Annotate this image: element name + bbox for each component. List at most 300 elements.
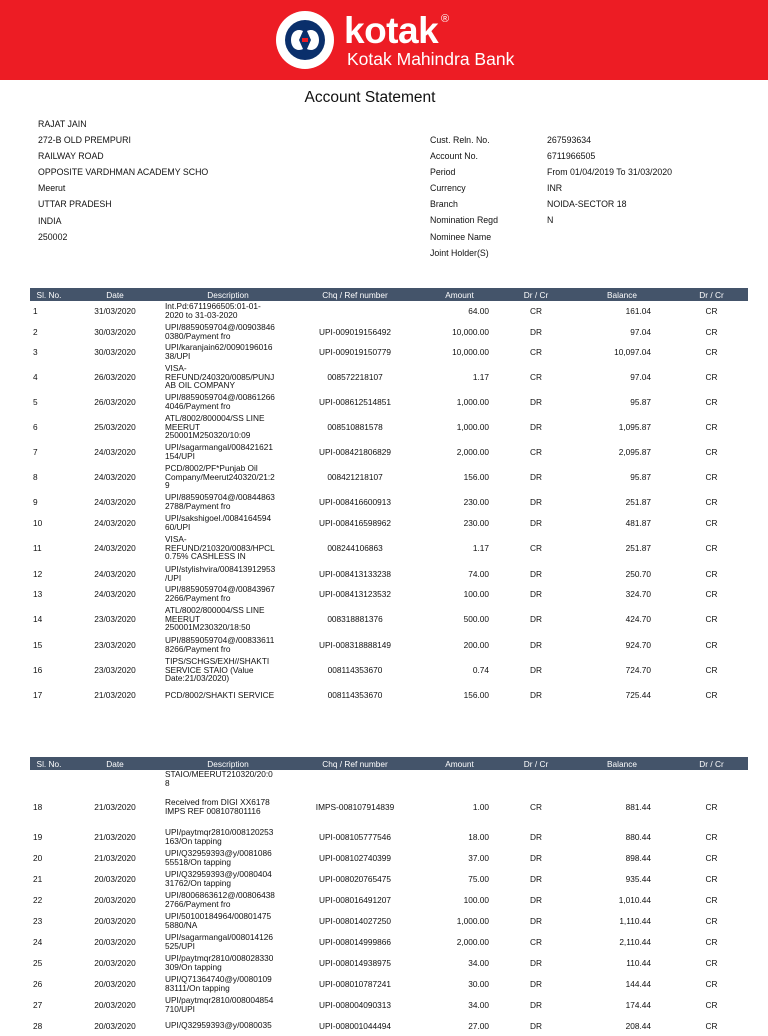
customer-address-line: 272-B OLD PREMPURI <box>38 135 131 146</box>
date-cell: 20/03/2020 <box>94 873 136 884</box>
col-amount: Amount <box>416 288 503 301</box>
amount-cell: 10,000.00 <box>452 326 489 337</box>
description-cell: TIPS/SCHGS/EXH//SHAKTI SERVICE STAIO (Value Date:21/03/2020) <box>165 655 270 684</box>
table-row <box>30 584 748 604</box>
balance-dr-cr-cell: CR <box>705 831 718 842</box>
date-cell: 23/03/2020 <box>94 639 136 650</box>
balance-dr-cr-cell: CR <box>705 497 718 507</box>
balance-dr-cr-cell: CR <box>705 665 718 675</box>
ref-number-cell: 008572218107 <box>327 372 383 382</box>
amount-cell: 30.00 <box>468 978 489 989</box>
date-cell: 24/03/2020 <box>94 447 136 457</box>
balance-cell: 881.44 <box>625 802 651 812</box>
description-cell: VISA- REFUND/240320/0085/PUNJ AB OIL COMPANY <box>165 362 275 391</box>
sl-no-cell: 6 <box>33 422 38 432</box>
balance-dr-cr-cell: CR <box>705 543 718 553</box>
ref-number-cell: UPI-008004090313 <box>319 999 391 1010</box>
table-row <box>30 910 748 931</box>
description-cell: UPI/Q32959393@y/0081086 55518/On tapping <box>165 847 272 867</box>
account-info-row <box>430 245 672 261</box>
amount-cell: 1,000.00 <box>456 915 489 926</box>
balance-cell: 10,097.04 <box>614 347 651 357</box>
amount-cell: 2,000.00 <box>456 936 489 947</box>
sl-no-cell: 18 <box>33 802 43 812</box>
ref-number-cell: 008510881578 <box>327 422 383 432</box>
ref-number-cell: UPI-008014938975 <box>319 957 391 968</box>
table-row <box>30 604 748 634</box>
date-cell: 24/03/2020 <box>94 543 136 553</box>
sl-no-cell: 28 <box>33 1020 43 1031</box>
amount-cell: 18.00 <box>468 831 489 842</box>
dr-cr-cell <box>503 770 569 788</box>
description-cell: ATL/8002/800004/SS LINE MEERUT 250001M250320/10:09 <box>165 412 265 441</box>
kotak-logo-icon <box>285 20 325 60</box>
date-cell: 21/03/2020 <box>94 831 136 842</box>
balance-dr-cr-cell: CR <box>705 802 718 812</box>
amount-cell: 200.00 <box>463 639 489 650</box>
balance-cell: 161.04 <box>625 306 651 316</box>
amount-cell: 500.00 <box>463 614 489 624</box>
description-cell: UPI/paytmqr2810/008004854 710/UPI <box>165 994 274 1014</box>
account-info-label: Joint Holder(S) <box>430 247 489 258</box>
description-cell: UPI/Q32959393@y/0080035 <box>165 1020 272 1031</box>
dr-cr-cell: DR <box>530 915 542 926</box>
account-info-row <box>430 148 672 164</box>
dr-cr-cell: DR <box>530 497 542 507</box>
account-info-value: N <box>547 215 554 226</box>
sl-no-cell: 21 <box>33 873 43 884</box>
customer-address-line: RAILWAY ROAD <box>38 151 104 162</box>
dr-cr-cell: DR <box>530 894 542 905</box>
account-info-label: Cust. Reln. No. <box>430 135 490 145</box>
ref-number-cell <box>294 770 416 788</box>
ref-number-cell: UPI-008421806829 <box>319 447 391 457</box>
sl-no-cell: 19 <box>33 831 43 842</box>
dr-cr-cell: CR <box>530 347 542 357</box>
ref-number-cell <box>294 301 416 321</box>
bank-header <box>0 0 768 80</box>
col-description: Description <box>162 288 294 301</box>
date-cell: 24/03/2020 <box>94 472 136 482</box>
table-row <box>30 931 748 952</box>
dr-cr-cell: DR <box>530 957 542 968</box>
sl-no-cell: 14 <box>33 614 43 624</box>
sl-no-cell: 2 <box>33 326 38 337</box>
table-row <box>30 321 748 342</box>
ref-number-cell: 008114353670 <box>327 690 383 700</box>
customer-address-line: UTTAR PRADESH <box>38 199 112 210</box>
dr-cr-cell: CR <box>530 372 542 382</box>
table-header-row <box>30 757 748 770</box>
col-amount: Amount <box>416 757 503 770</box>
ref-number-cell: UPI-008413133238 <box>319 568 391 579</box>
account-info-value: NOIDA-SECTOR 18 <box>547 199 627 210</box>
dr-cr-cell: DR <box>530 639 542 650</box>
date-cell: 24/03/2020 <box>94 568 136 579</box>
table-row <box>30 868 748 889</box>
customer-address-line: INDIA <box>38 215 62 226</box>
balance-cell: 424.70 <box>625 614 651 624</box>
dr-cr-cell: DR <box>530 873 542 884</box>
description-cell: PCD/8002/PF*Punjab Oil Company/Meerut240320/21:2 9 <box>165 462 275 491</box>
balance-dr-cr-cell: CR <box>705 614 718 624</box>
table-row <box>30 342 748 362</box>
col-date: Date <box>68 757 162 770</box>
balance-cell: 1,095.87 <box>618 422 651 432</box>
balance-cell: 481.87 <box>625 517 651 528</box>
amount-cell: 156.00 <box>463 472 489 482</box>
customer-address-line: Meerut <box>38 183 66 194</box>
description-cell: UPI/8859059704@/00861266 4046/Payment fro <box>165 392 275 411</box>
date-cell: 20/03/2020 <box>94 894 136 905</box>
dr-cr-cell: CR <box>530 802 542 812</box>
balance-dr-cr-cell: CR <box>705 978 718 989</box>
brand-full-name: Kotak Mahindra Bank <box>347 49 515 69</box>
amount-cell <box>416 770 503 788</box>
description-cell: UPI/paytmqr2810/008028330 309/On tapping <box>165 952 274 972</box>
balance-cell: 324.70 <box>625 589 651 599</box>
amount-cell: 1,000.00 <box>456 422 489 432</box>
amount-cell: 230.00 <box>463 497 489 507</box>
amount-cell: 100.00 <box>463 894 489 905</box>
col-ref-number: Chq / Ref number <box>294 757 416 770</box>
sl-no-cell: 9 <box>33 497 38 507</box>
description-cell: UPI/sagarmangal/008014126 525/UPI <box>165 931 273 951</box>
dr-cr-cell: DR <box>530 690 542 700</box>
sl-no-cell: 1 <box>33 306 38 316</box>
table-row <box>30 563 748 584</box>
col-balance: Balance <box>569 757 675 770</box>
sl-no-cell: 13 <box>33 589 43 599</box>
description-cell: UPI/karanjain62/0090196016 38/UPI <box>165 342 273 361</box>
customer-address-line: RAJAT JAIN <box>38 119 87 129</box>
sl-no-cell: 8 <box>33 472 38 482</box>
table-row <box>30 362 748 392</box>
sl-no-cell: 16 <box>33 665 43 675</box>
balance-dr-cr-cell: CR <box>705 936 718 947</box>
description-cell: Received from DIGI XX6178 IMPS REF 008107801116 <box>165 797 270 816</box>
account-info-label: Nomination Regd <box>430 215 498 226</box>
balance-cell: 110.44 <box>626 957 651 968</box>
balance-cell: 208.44 <box>625 1020 651 1031</box>
table-row <box>30 847 748 868</box>
ref-number-cell: UPI-008010787241 <box>319 978 391 989</box>
ref-number-cell: UPI-009019156492 <box>319 326 391 337</box>
ref-number-cell: UPI-008413123532 <box>319 589 391 599</box>
dr-cr-cell: DR <box>530 978 542 989</box>
table-row <box>30 826 748 847</box>
date-cell: 31/03/2020 <box>94 306 136 316</box>
amount-cell: 27.00 <box>468 1020 489 1031</box>
sl-no-cell: 27 <box>33 999 43 1010</box>
brand-registered-mark: ® <box>441 13 450 25</box>
amount-cell: 156.00 <box>463 690 489 700</box>
table-row <box>30 533 748 563</box>
balance-dr-cr-cell: CR <box>705 639 718 650</box>
balance-cell: 95.87 <box>630 397 651 407</box>
balance-cell: 97.04 <box>630 372 651 382</box>
customer-address <box>38 116 208 245</box>
dr-cr-cell: DR <box>530 852 542 863</box>
balance-dr-cr-cell: CR <box>705 589 718 599</box>
description-cell: UPI/paytmqr2810/008120253 163/On tapping <box>165 826 274 846</box>
table-row <box>30 492 748 512</box>
dr-cr-cell: DR <box>530 397 542 407</box>
balance-dr-cr-cell: CR <box>705 999 718 1010</box>
date-cell: 20/03/2020 <box>94 957 136 968</box>
table-row <box>30 512 748 533</box>
ref-number-cell: UPI-008105777546 <box>319 831 391 842</box>
balance-cell: 2,095.87 <box>618 447 651 457</box>
balance-dr-cr-cell: CR <box>705 326 718 337</box>
account-info-label: Nominee Name <box>430 231 492 242</box>
col-description: Description <box>162 757 294 770</box>
col-balance-dr-cr: Dr / Cr <box>675 757 748 770</box>
table-row <box>30 442 748 462</box>
balance-cell: 251.87 <box>625 543 651 553</box>
ref-number-cell: UPI-008318888149 <box>319 639 391 650</box>
date-cell: 20/03/2020 <box>94 1020 136 1031</box>
date-cell: 20/03/2020 <box>94 915 136 926</box>
description-cell: VISA- REFUND/210320/0083/HPCL 0.75% CASHLESS IN <box>165 533 275 562</box>
balance-cell: 880.44 <box>625 831 651 842</box>
description-cell: UPI/Q32959393@y/0080404 31762/On tapping <box>165 868 272 888</box>
balance-dr-cr-cell: CR <box>705 306 718 316</box>
sl-no-cell: 4 <box>33 372 38 382</box>
amount-cell: 10,000.00 <box>452 347 489 357</box>
col-sl-no: Sl. No. <box>30 288 68 301</box>
balance-dr-cr-cell: CR <box>705 568 718 579</box>
description-cell: UPI/8859059704@/00844863 2788/Payment fro <box>165 492 275 511</box>
ref-number-cell: UPI-008416598962 <box>319 517 391 528</box>
description-cell: UPI/8859059704@/00843967 2266/Payment fro <box>165 584 275 603</box>
col-sl-no: Sl. No. <box>30 757 68 770</box>
balance-cell: 2,110.44 <box>619 936 651 947</box>
dr-cr-cell: DR <box>530 999 542 1010</box>
balance-dr-cr-cell: CR <box>705 447 718 457</box>
dr-cr-cell: DR <box>530 589 542 599</box>
dr-cr-cell: DR <box>530 326 542 337</box>
dr-cr-cell: DR <box>530 1020 542 1031</box>
customer-address-line: 250002 <box>38 231 68 242</box>
col-balance: Balance <box>569 288 675 301</box>
page-title: Account Statement <box>304 89 436 106</box>
date-cell <box>68 770 162 788</box>
table-row <box>30 655 748 685</box>
balance-dr-cr-cell: CR <box>705 915 718 926</box>
sl-no-cell: 26 <box>33 978 43 989</box>
amount-cell: 64.00 <box>468 306 489 316</box>
ref-number-cell: UPI-008001044494 <box>319 1020 391 1031</box>
amount-cell: 1.00 <box>472 802 489 812</box>
amount-cell: 1.17 <box>472 372 489 382</box>
table-row <box>30 412 748 442</box>
description-cell: Int.Pd:6711966505:01-01- 2020 to 31-03-2020 <box>165 301 261 320</box>
balance-dr-cr-cell: CR <box>705 372 718 382</box>
ref-number-cell: IMPS-008107914839 <box>315 802 395 812</box>
dr-cr-cell: DR <box>530 614 542 624</box>
sl-no-cell: 20 <box>33 852 43 863</box>
account-info <box>430 132 672 261</box>
sl-no-cell: 24 <box>33 936 43 947</box>
col-ref-number: Chq / Ref number <box>294 288 416 301</box>
table-row <box>30 770 748 788</box>
balance-dr-cr-cell: CR <box>705 422 718 432</box>
table-row <box>30 685 748 705</box>
date-cell: 25/03/2020 <box>94 422 136 432</box>
amount-cell: 37.00 <box>468 852 489 863</box>
description-cell: ATL/8002/800004/SS LINE MEERUT 250001M230320/18:50 <box>165 604 265 633</box>
account-info-row <box>430 180 672 196</box>
amount-cell: 1.17 <box>472 543 489 553</box>
balance-dr-cr-cell: CR <box>705 894 718 905</box>
account-info-label: Currency <box>430 183 466 194</box>
date-cell: 26/03/2020 <box>94 397 136 407</box>
table-row <box>30 952 748 973</box>
balance-cell: 1,110.44 <box>619 915 651 926</box>
dr-cr-cell: CR <box>530 543 542 553</box>
ref-number-cell: UPI-008014027250 <box>319 915 391 926</box>
brand-name: kotak <box>344 10 439 51</box>
description-cell: UPI/8859059704@/00903846 0380/Payment fro <box>165 321 275 341</box>
kotak-logo <box>276 11 334 69</box>
ref-number-cell: UPI-008416600913 <box>319 497 391 507</box>
account-info-value: From 01/04/2019 To 31/03/2020 <box>547 167 673 178</box>
table-row <box>30 634 748 655</box>
dr-cr-cell: CR <box>530 306 542 316</box>
dr-cr-cell: DR <box>530 517 542 528</box>
sl-no-cell: 7 <box>33 447 38 457</box>
amount-cell: 34.00 <box>468 957 489 968</box>
balance-dr-cr-cell: CR <box>705 397 718 407</box>
balance-dr-cr-cell: CR <box>705 347 718 357</box>
balance-cell: 924.70 <box>625 639 651 650</box>
sl-no-cell: 15 <box>33 639 43 650</box>
description-cell: UPI/8006863612@/00806438 2766/Payment fro <box>165 889 275 909</box>
balance-cell: 174.44 <box>625 999 651 1010</box>
description-cell: PCD/8002/SHAKTI SERVICE <box>165 689 275 700</box>
amount-cell: 100.00 <box>463 589 489 599</box>
ref-number-cell: UPI-008020765475 <box>319 873 391 884</box>
ref-number-cell: UPI-008612514851 <box>319 397 391 407</box>
account-info-row <box>430 196 672 212</box>
sl-no-cell: 11 <box>33 543 42 553</box>
table-row <box>30 392 748 412</box>
account-info-value: 267593634 <box>547 135 592 145</box>
sl-no-cell <box>30 770 68 788</box>
balance-cell: 725.44 <box>625 690 651 700</box>
amount-cell: 0.74 <box>472 665 489 675</box>
dr-cr-cell: DR <box>530 472 542 482</box>
balance-dr-cr-cell <box>675 770 748 788</box>
amount-cell: 75.00 <box>468 873 489 884</box>
sl-no-cell: 25 <box>33 957 43 968</box>
date-cell: 21/03/2020 <box>94 690 136 700</box>
col-balance-dr-cr: Dr / Cr <box>675 288 748 301</box>
transactions-table-1 <box>30 288 748 705</box>
transactions-table-2 <box>30 757 748 1036</box>
amount-cell: 2,000.00 <box>456 447 489 457</box>
date-cell: 30/03/2020 <box>94 347 136 357</box>
balance-dr-cr-cell: CR <box>705 873 718 884</box>
sl-no-cell: 23 <box>33 915 43 926</box>
sl-no-cell: 22 <box>33 894 43 905</box>
ref-number-cell: 008421218107 <box>327 472 383 482</box>
dr-cr-cell: DR <box>530 568 542 579</box>
description-cell: STAIO/MEERUT210320/20:0 8 <box>165 769 273 788</box>
date-cell: 20/03/2020 <box>94 936 136 947</box>
sl-no-cell: 10 <box>33 517 43 528</box>
amount-cell: 1,000.00 <box>456 397 489 407</box>
balance-dr-cr-cell: CR <box>705 957 718 968</box>
date-cell: 24/03/2020 <box>94 589 136 599</box>
balance-cell: 251.87 <box>625 497 651 507</box>
balance-dr-cr-cell: CR <box>705 472 718 482</box>
description-cell: UPI/50100184964/00801475 5880/NA <box>165 910 272 930</box>
description-cell: UPI/Q71364740@y/0080109 83111/On tapping <box>165 973 272 993</box>
table-row <box>30 301 748 321</box>
balance-cell: 95.87 <box>630 472 651 482</box>
account-info-row <box>430 229 672 245</box>
description-cell: UPI/sakshigoel./0084164594 60/UPI <box>165 512 272 532</box>
amount-cell: 34.00 <box>468 999 489 1010</box>
balance-cell: 144.44 <box>625 978 651 989</box>
account-info-value: INR <box>547 183 563 194</box>
ref-number-cell: UPI-009019150779 <box>319 347 391 357</box>
account-info-label: Account No. <box>430 151 478 162</box>
account-info-label: Period <box>430 167 456 178</box>
col-date: Date <box>68 288 162 301</box>
table-row <box>30 994 748 1015</box>
date-cell: 20/03/2020 <box>94 999 136 1010</box>
table-row <box>30 889 748 910</box>
ref-number-cell: 008114353670 <box>327 665 383 675</box>
balance-dr-cr-cell: CR <box>705 517 718 528</box>
balance-cell: 250.70 <box>625 568 651 579</box>
description-cell: UPI/sagarmangal/008421621 154/UPI <box>165 442 273 461</box>
ref-number-cell: 008244106863 <box>327 543 383 553</box>
ref-number-cell: UPI-008102740399 <box>319 852 391 863</box>
date-cell: 21/03/2020 <box>94 852 136 863</box>
date-cell: 30/03/2020 <box>94 326 136 337</box>
account-info-label: Branch <box>430 199 458 210</box>
date-cell: 24/03/2020 <box>94 497 136 507</box>
table-row <box>30 462 748 492</box>
dr-cr-cell: DR <box>530 665 542 675</box>
ref-number-cell: UPI-008016491207 <box>319 894 391 905</box>
sl-no-cell: 12 <box>33 568 43 579</box>
sl-no-cell: 5 <box>33 397 38 407</box>
date-cell: 23/03/2020 <box>94 665 136 675</box>
customer-address-line: OPPOSITE VARDHMAN ACADEMY SCHO <box>38 167 209 178</box>
col-dr-cr: Dr / Cr <box>503 288 569 301</box>
balance-dr-cr-cell: CR <box>705 852 718 863</box>
balance-cell <box>569 770 675 788</box>
dr-cr-cell: DR <box>530 831 542 842</box>
balance-cell: 1,010.44 <box>618 894 651 905</box>
date-cell: 20/03/2020 <box>94 978 136 989</box>
ref-number-cell: 008318881376 <box>327 614 383 624</box>
balance-dr-cr-cell: CR <box>705 1020 718 1031</box>
date-cell: 23/03/2020 <box>94 614 136 624</box>
description-cell: UPI/stylishvira/008413912953 /UPI <box>165 563 276 583</box>
dr-cr-cell: DR <box>530 422 542 432</box>
balance-cell: 724.70 <box>625 665 651 675</box>
balance-cell: 935.44 <box>625 873 651 884</box>
account-info-row <box>430 212 672 228</box>
table-row <box>30 973 748 994</box>
dr-cr-cell: CR <box>530 936 542 947</box>
